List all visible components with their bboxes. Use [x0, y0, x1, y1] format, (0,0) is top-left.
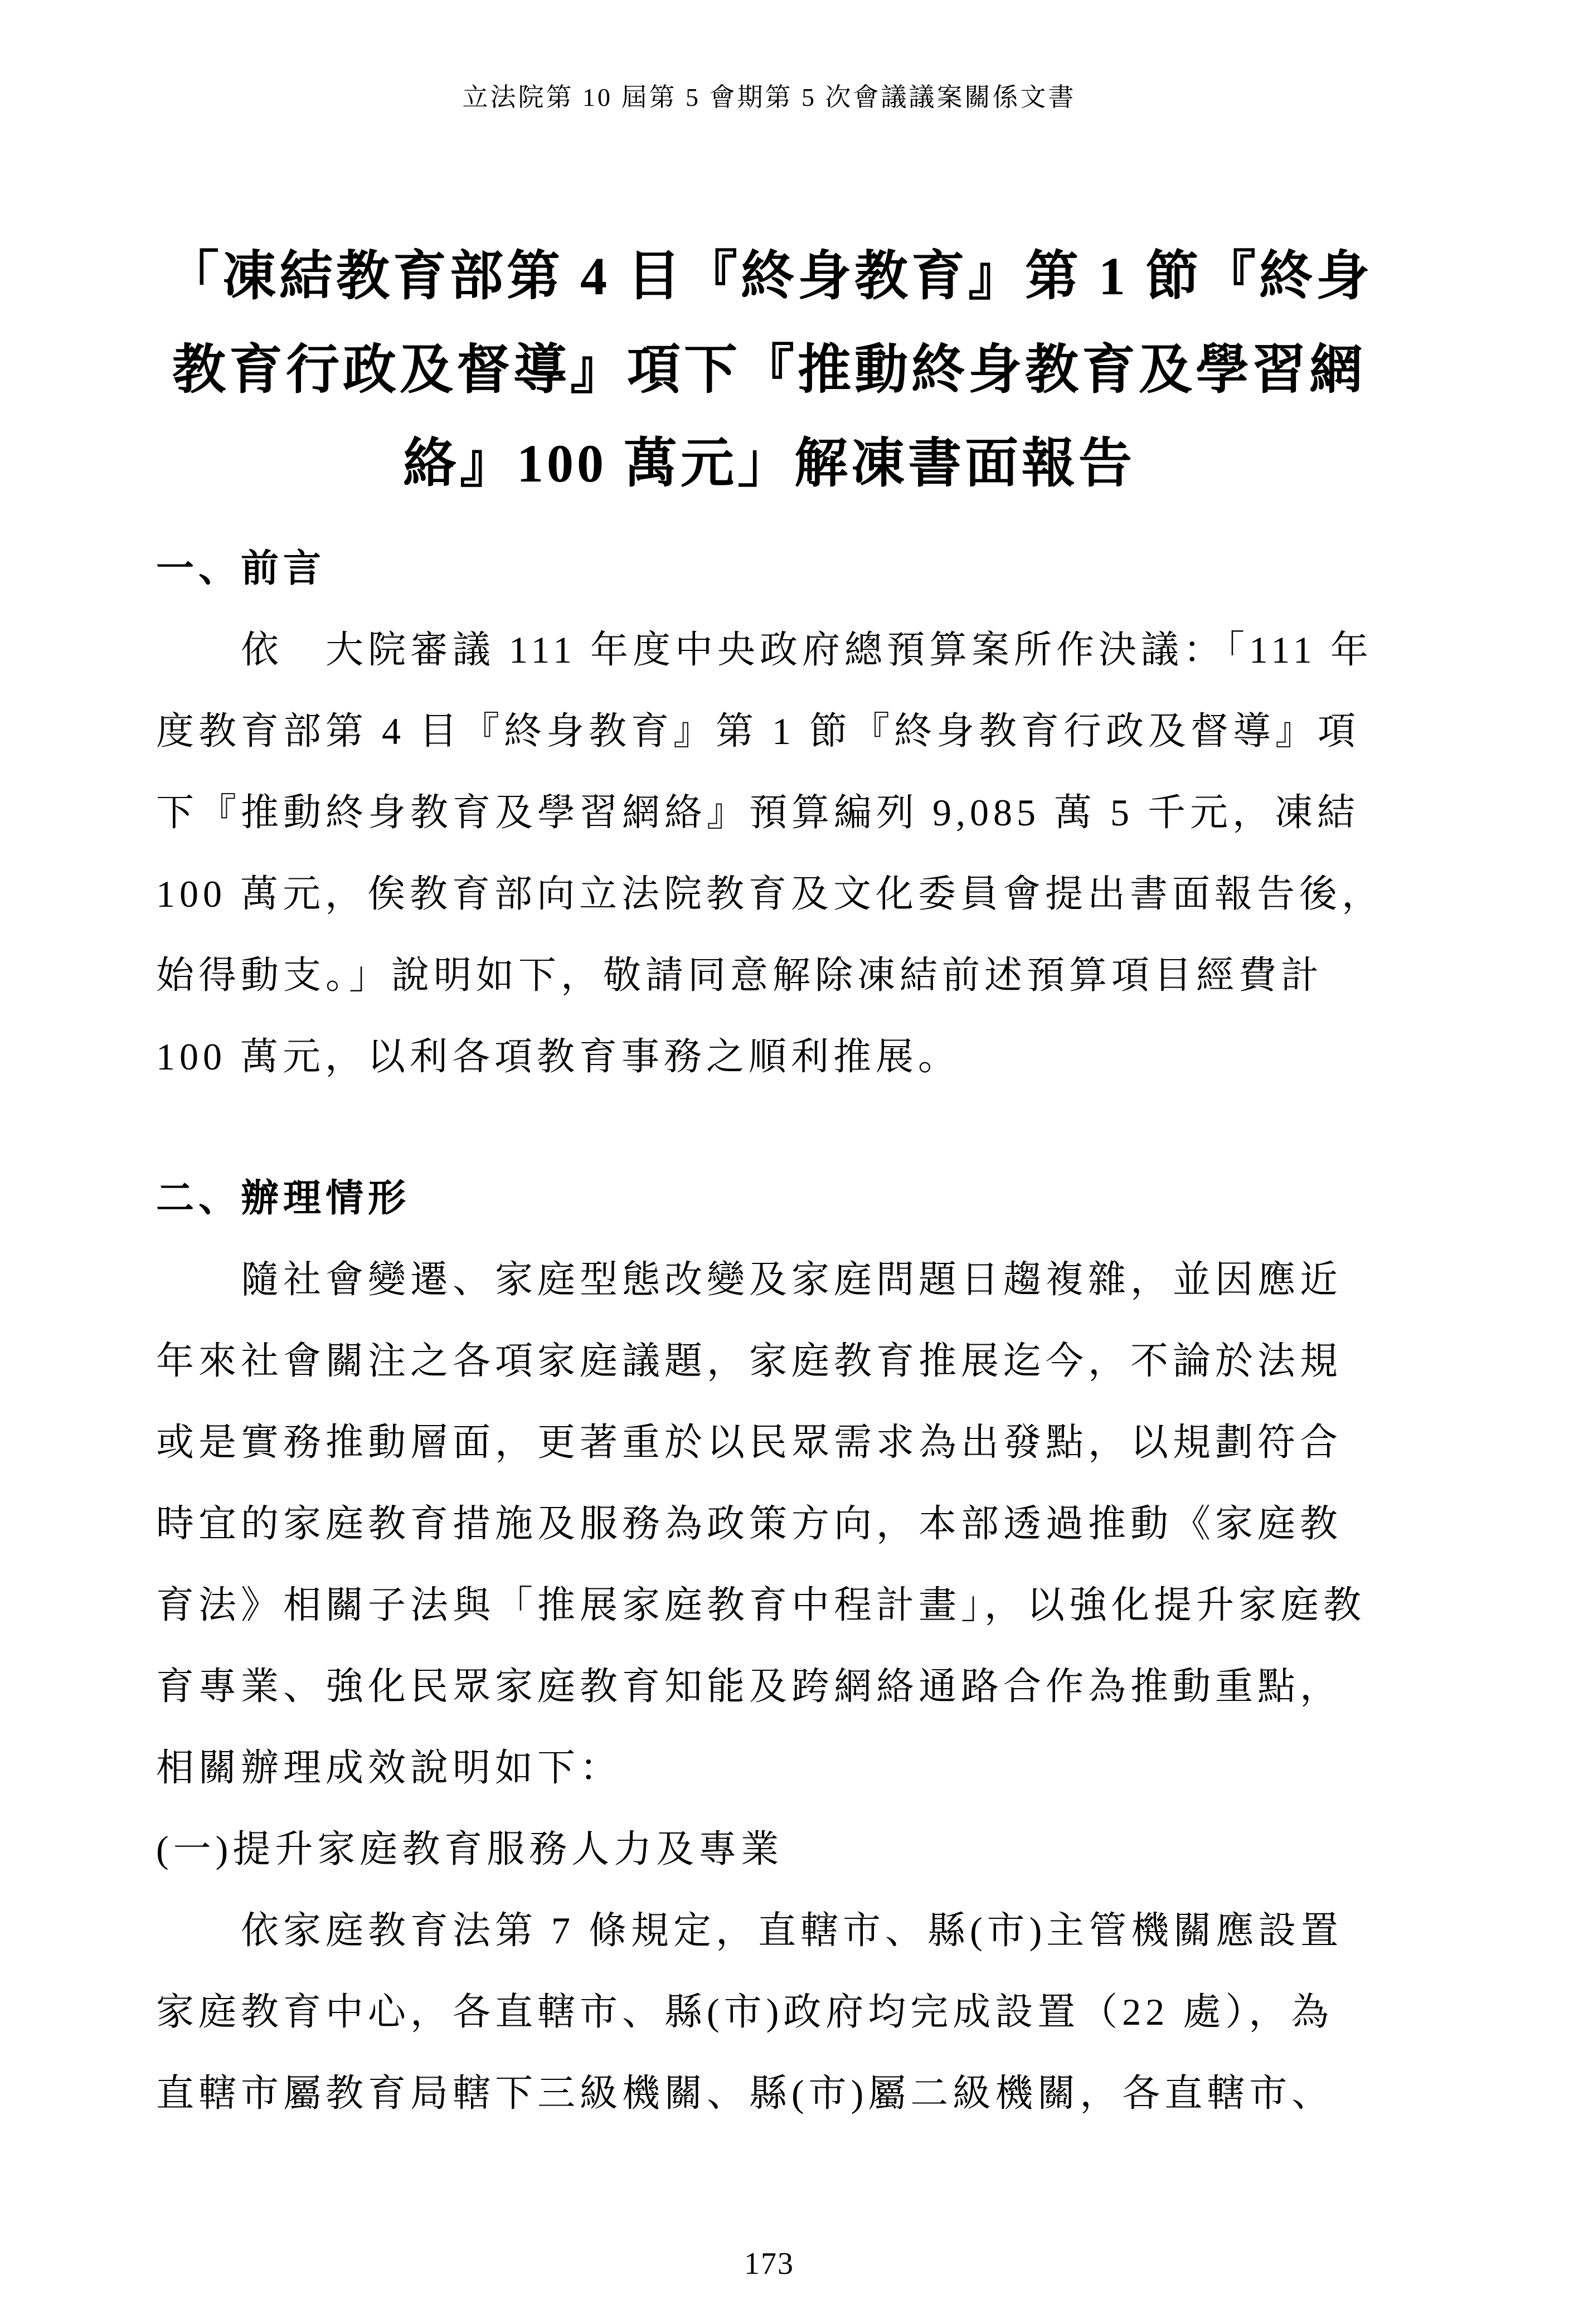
section-2-paragraph-line-7: 相關辦理成效說明如下：: [156, 1747, 623, 1789]
section-2-subparagraph-line-2: 家庭教育中心，各直轄市、縣(市)政府均完成設置（22 處），為: [156, 1991, 1334, 2033]
section-2-subparagraph-line-3: 直轄市屬教育局轄下三級機關、縣(市)屬二級機關，各直轄市、: [156, 2072, 1334, 2114]
title-line-1: 「凍結教育部第 4 目『終身教育』第 1 節『終身: [166, 246, 1373, 306]
section-2-subheading-1: (一)提升家庭教育服務人力及專業: [156, 1828, 784, 1870]
section-2-heading: 二、辦理情形: [156, 1177, 411, 1219]
document-title: [156, 230, 1382, 510]
section-1-paragraph-line-2: 度教育部第 4 目『終身教育』第 1 節『終身教育行政及督導』項: [156, 710, 1361, 752]
section-1-paragraph-line-6: 100 萬元，以利各項教育事務之順利推展。: [156, 1035, 961, 1078]
page-number: 173: [744, 2247, 794, 2281]
title-line-3: 絡』100 萬元」解凍書面報告: [403, 434, 1135, 493]
section-1-paragraph-line-5: 始得動支。」說明如下，敬請同意解除凍結前述預算項目經費計: [156, 954, 1324, 996]
section-2-paragraph-line-3: 或是實務推動層面，更著重於以民眾需求為出發點，以規劃符合: [156, 1421, 1343, 1464]
document-body: [156, 528, 1382, 2134]
section-1-paragraph-line-3: 下『推動終身教育及學習網絡』預算編列 9,085 萬 5 千元，凍結: [156, 791, 1360, 834]
section-2-paragraph-line-6: 育專業、強化民眾家庭教育知能及跨網絡通路合作為推動重點，: [156, 1665, 1343, 1708]
section-2-paragraph-line-5: 育法》相關子法與「推展家庭教育中程計畫」，以強化提升家庭教: [156, 1584, 1366, 1626]
section-1-paragraph-line-4: 100 萬元，俟教育部向立法院教育及文化委員會提出書面報告後，: [156, 873, 1384, 915]
section-2-paragraph-line-2: 年來社會關注之各項家庭議題，家庭教育推展迄今，不論於法規: [156, 1340, 1343, 1382]
section-2-subparagraph-line-1: 依家庭教育法第 7 條規定，直轄市、縣(市)主管機關應設置: [241, 1909, 1343, 1952]
section-2-paragraph-line-4: 時宜的家庭教育措施及服務為政策方向，本部透過推動《家庭教: [156, 1503, 1343, 1545]
section-1-heading: 一、前言: [156, 547, 326, 590]
document-header: 立法院第 10 屆第 5 會期第 5 次會議議案關係文書: [462, 83, 1076, 111]
section-1-paragraph-line-1: 依 大院審議 111 年度中央政府總預算案所作決議：「111 年: [241, 629, 1373, 671]
section-2-paragraph-line-1: 隨社會變遷、家庭型態改變及家庭問題日趨複雜，並因應近: [241, 1258, 1343, 1301]
title-line-2: 教育行政及督導』項下『推動終身教育及學習網: [172, 340, 1366, 400]
